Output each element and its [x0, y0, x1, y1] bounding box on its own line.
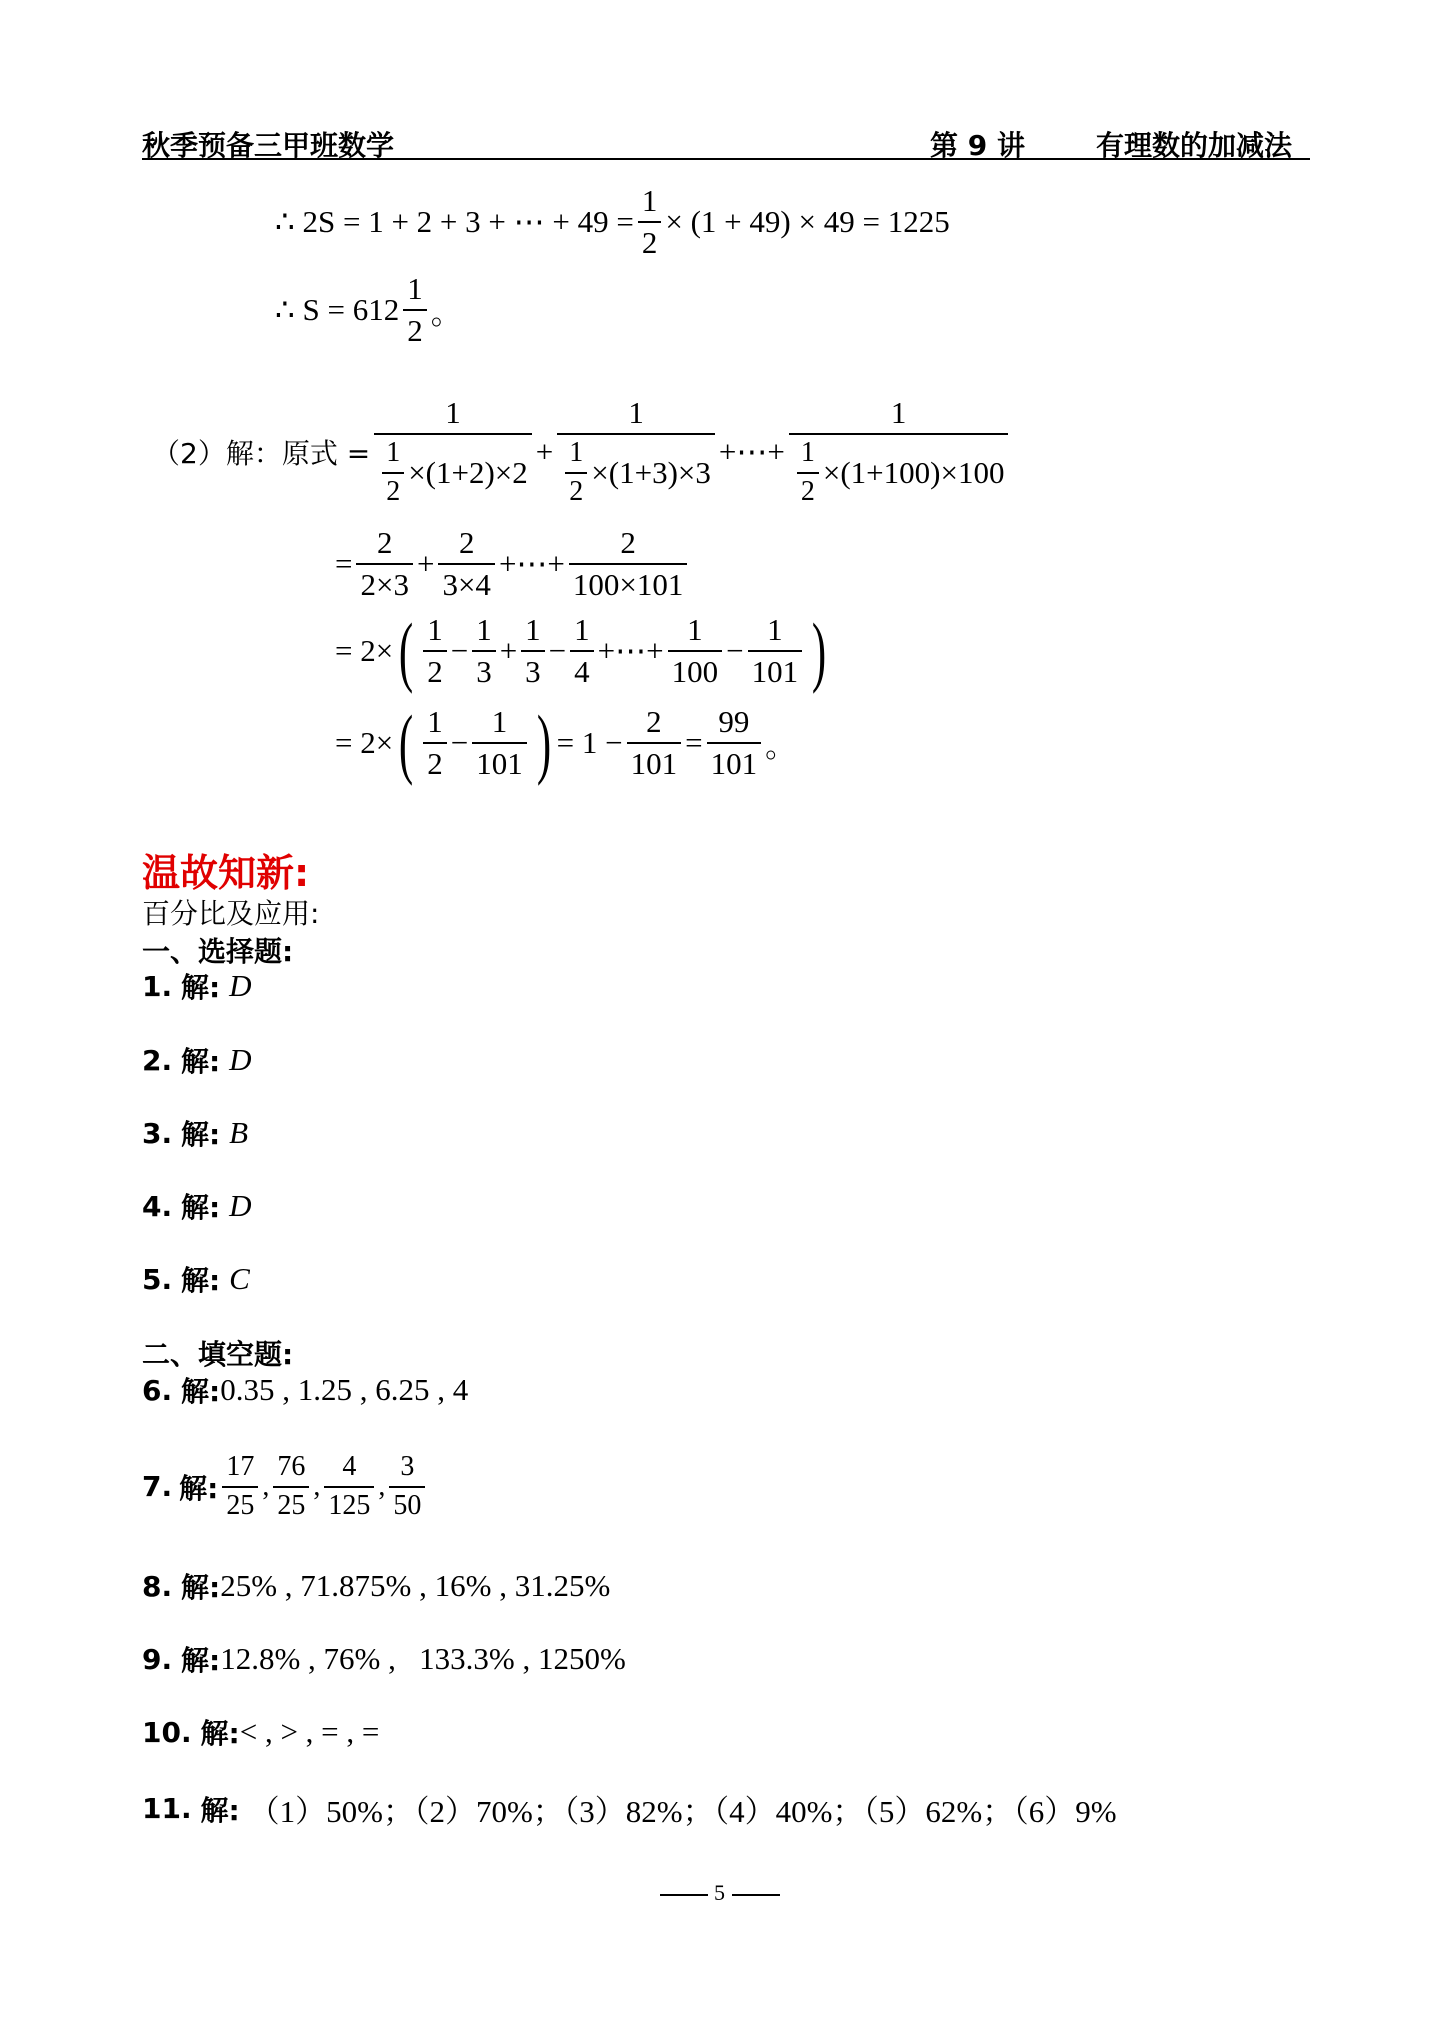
page-number-text: 5 [714, 1880, 725, 1905]
fraction-2-over-12: $\frac{2}{3\times 4}$ [438, 526, 494, 602]
header-rule [142, 158, 1310, 160]
fraction-half-mixed: $\frac{1}{2}$ [403, 272, 427, 348]
part2-line2: = $\frac{2}{2\times 3}$ + $\frac{2}{3\times 4}$ +⋯+ $\frac{2}{100\times 101}$ [335, 526, 691, 602]
section-title: 温故知新: [142, 851, 310, 895]
part2-line1: （2）解：原式 = 1 $\frac{1}{2}$ ×(1+2)×2 + 1 $\frac{1}{2}$ ×(1+3)×3 +⋯+ 1 $\frac{1}{2}$ ×(1+100)×100 [152, 396, 1012, 508]
choice-heading: 一、选择题: [142, 935, 294, 968]
line4-result: = 1 − [556, 725, 623, 760]
term-1: 1 $\frac{1}{2}$ ×(1+2)×2 [374, 396, 532, 508]
term-last: 1 $\frac{1}{2}$ ×(1+100)×100 [789, 396, 1009, 508]
term-2: 1 $\frac{1}{2}$ ×(1+3)×3 [557, 396, 715, 508]
choice-answer-1: 1. 解: D [142, 968, 252, 1004]
header-lecture: 第 9 讲 [930, 129, 1025, 162]
fill-answer-7: 7. 解: $\frac{17}{25}$ , $\frac{76}{25}$ , $\frac{4}{125}$ , $\frac{3}{50}$ [142, 1452, 429, 1522]
fraction-2-over-6: $\frac{2}{2\times 3}$ [356, 526, 412, 602]
fill-answer-8: 8. 解: 25% , 71.875% , 16% , 31.25% [142, 1568, 611, 1604]
choice-answer-4: 4. 解: D [142, 1188, 252, 1224]
choice-answer-3: 3. 解: B [142, 1115, 249, 1151]
fill-answer-11: 11. 解: （1）50%；（2）70%；（3）82%；（4）40%；（5）62%；（6）9% [142, 1792, 1117, 1829]
section-subtitle: 百分比及应用: [142, 897, 320, 930]
equation-s-lhs: ∴ S = 612 [275, 292, 400, 328]
page-number [650, 1880, 790, 1910]
part2-line4: = 2× ( $\frac{1}{2}$ − $\frac{1}{101}$ ) = 1 − $\frac{2}{101}$ = $\frac{99}{101}$ 。 [335, 699, 797, 786]
line4-eq: = [685, 725, 703, 760]
equation-2s [275, 184, 950, 260]
fill-answer-9: 9. 解: 12.8% , 76% , 133.3% , 1250% [142, 1641, 626, 1677]
choice-answer-5: 5. 解: C [142, 1261, 250, 1297]
part2-line3: = 2× ( $\frac{1}{2}$ − $\frac{1}{3}$ + $\frac{1}{3}$ − $\frac{1}{4}$ +⋯+ $\frac{1}{100}$ − $\frac{1}{101}$ ) [335, 607, 827, 694]
equation-2s-lhs: ∴ 2S = 1 + 2 + 3 + ⋯ + 49 = [275, 204, 634, 240]
period: 。 [430, 295, 462, 331]
equation-2s-rhs: × (1 + 49) × 49 = 1225 [665, 204, 950, 240]
fill-answer-6: 6. 解: 0.35 , 1.25 , 6.25 , 4 [142, 1372, 469, 1408]
fill-answer-10: 10. 解: < , > , = , = [142, 1714, 380, 1750]
header-course: 秋季预备三甲班数学 [142, 129, 395, 162]
line3-prefix: = 2× [335, 633, 394, 668]
fill-heading: 二、填空题: [142, 1338, 294, 1371]
part2-label: （2）解：原式 = [152, 436, 371, 470]
header-topic: 有理数的加减法 [1096, 129, 1293, 162]
fraction-2-over-10100: $\frac{2}{100\times 101}$ [569, 526, 687, 602]
equation-s [275, 272, 462, 348]
fraction-half: $\frac{1}{2}$ [638, 184, 662, 260]
choice-answer-2: 2. 解: D [142, 1042, 252, 1078]
